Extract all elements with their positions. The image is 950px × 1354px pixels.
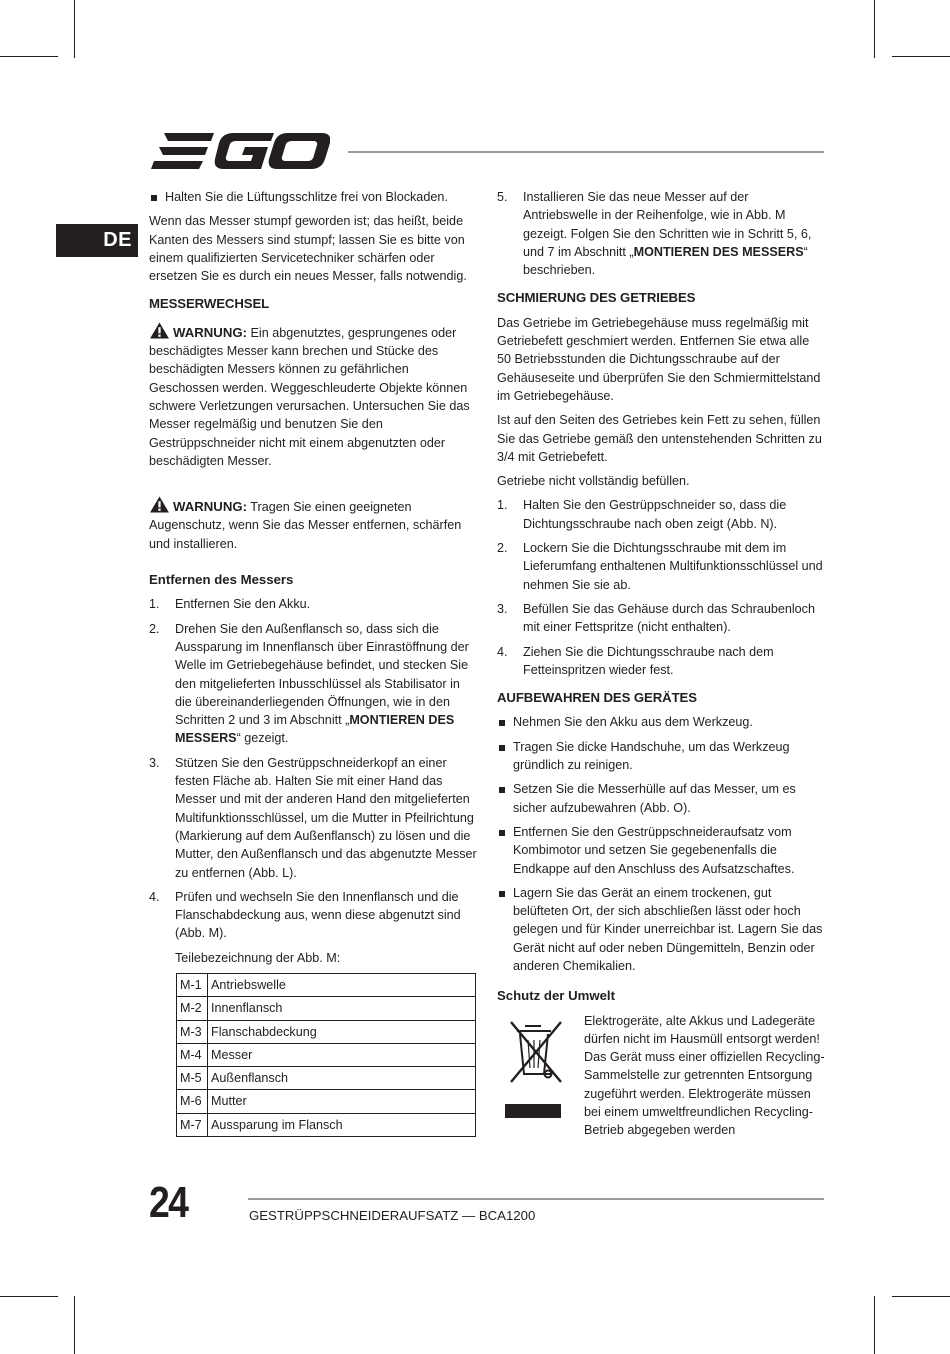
step-text: Befüllen Sie das Gehäuse durch das Schraubenloch mit einer Fettspritze (nicht enthalten). [523,601,815,635]
list-item [149,754,477,882]
list-item: Setzen Sie die Messerhülle auf das Messer, um es sicher aufzubewahren (Abb. O). [497,780,825,817]
step-text: Installieren Sie das neue Messer auf der Antriebswelle in der Reihenfolge, wie in Abb. M gezeigt. Folgen Sie den Schritten wie in Schritt 5, 6, und 7 im Abschnitt „ [523,190,812,259]
parts-table [176,973,476,1137]
heading-storage: AUFBEWAHREN DES GERÄTES [497,690,697,706]
table-row [177,1067,476,1090]
table-row [177,1043,476,1066]
table-row [177,1020,476,1043]
paragraph: Ist auf den Seiten des Getriebes kein Fett zu sehen, füllen Sie das Getriebe gemäß den untenstehenden Schritten zu 3/4 mit Getriebefett. [497,413,822,464]
step-text: Ziehen Sie die Dichtungsschraube nach dem Fetteinspritzen wieder fest. [523,644,774,677]
header-rule [348,151,824,153]
step-number: 3. [149,755,160,770]
table-row [177,997,476,1020]
list-item [497,643,825,680]
part-code: M-4 [177,1043,208,1066]
language-tab: DE [56,224,138,257]
warning-text: Ein abgenutztes, gesprungenes oder beschädigtes Messer kann brechen und Stücke des beschädigten Messers können zu gefährlichen Geschossen werden. Weggeschleuderte Objekte können schwere Verletzungen verursachen. Untersuchen Sie das Messer regelmäßig und benutzen Sie den Gestrüppschneider nicht mit einem abgenutzten oder beschädigten Messer. [149,325,470,468]
crop-mark [874,1296,875,1354]
list-item: Nehmen Sie den Akku aus dem Werkzeug. [497,713,825,731]
paragraph-dull-blade: Wenn das Messer stumpf geworden ist; das heißt, beide Kanten des Messers sind stumpf; lassen Sie es bitte von einem qualifizierten Servicetechniker schärfen oder ersetzen Sie es durch ein neues Messer, falls notwendig. [149,214,467,284]
step-number: 2. [149,621,160,636]
paragraph: Getriebe nicht vollständig befüllen. [497,474,690,489]
step-text: Halten Sie den Gestrüppschneider so, dass die Dichtungsschraube nach oben zeigt (Abb. N). [523,498,787,531]
table-row [177,1113,476,1136]
list-item [497,600,825,637]
part-code: M-7 [177,1113,208,1136]
warning-text: Tragen Sie einen geeigneten Augenschutz, wenn Sie das Messer entfernen, schärfen und installieren. [149,500,462,551]
warning-icon [149,496,170,513]
table-row [177,973,476,996]
part-name: Mutter [208,1090,476,1113]
step-text-end: “ gezeigt. [236,731,289,746]
warning-block [149,496,477,553]
part-name: Messer [208,1043,476,1066]
step-number: 3. [497,601,508,616]
page-number: 24 [149,1178,188,1227]
environment-block [497,1012,825,1140]
warning-block [149,322,477,470]
crop-mark [0,56,58,57]
footer-title: GESTRÜPPSCHNEIDERAUFSATZ — BCA1200 [249,1208,536,1223]
part-code: M-1 [177,973,208,996]
step-number: 5. [497,190,508,204]
list-item: Lagern Sie das Gerät an einem trockenen, gut belüfteten Ort, der sich abschließen lässt oder hoch gelegen und für Kinder unerreichbar ist. Lagern Sie das Gerät nicht auf oder neben Düngemitteln, Benzin oder anderen Chemikalien. [497,884,825,975]
step-text: Drehen Sie den Außenflansch so, dass sich die Aussparung im Innenflansch über Einrastöffnung der Welle im Getriebegehäuse befindet, und stecken Sie den mitgelieferten Inbusschlüssel als Stabilisator in die übereinanderliegenden Öffnungen, wie in den Schritten 2 und 3 im Abschnitt „ [175,621,469,728]
part-name: Innenflansch [208,997,476,1020]
table-row [177,1090,476,1113]
crop-mark [892,56,950,57]
part-name: Außenflansch [208,1067,476,1090]
step-number: 2. [497,541,508,556]
step-number: 4. [149,889,160,904]
step-text-end: “ beschrieben. [523,244,808,278]
part-code: M-2 [177,997,208,1020]
crop-mark [74,1296,75,1354]
subheading-environment: Schutz der Umwelt [497,988,615,1004]
list-item [149,595,477,613]
crop-mark [874,0,875,58]
subheading-remove-blade: Entfernen des Messers [149,572,294,588]
parts-caption: Teilebezeichnung der Abb. M: [175,950,341,965]
step-bold-reference: MONTIEREN DES MESSERS [175,713,455,746]
step-text: Stützen Sie den Gestrüppschneiderkopf an einer festen Fläche ab. Halten Sie mit einer Hand das Messer und mit der anderen Hand den mitgelieferten Multifunktionsschlüssel, um die Mutter in Pfeilrichtung (Markierung auf dem Außenflansch) zu lösen und die Mutter, den Außenflansch und das abgenutzte Messer zu entfernen (Abb. L). [175,755,477,880]
list-item [497,539,825,594]
part-name: Antriebswelle [208,973,476,996]
warning-label: WARNUNG: [173,499,247,515]
heading-blade-replacement: MESSERWECHSEL [149,296,270,312]
list-item: Tragen Sie dicke Handschuhe, um das Werkzeug gründlich zu reinigen. [497,738,825,775]
step-text: Lockern Sie die Dichtungsschraube mit dem im Lieferumfang enthaltenen Multifunktionsschlüssel und nehmen Sie sie ab. [523,541,823,592]
environment-text: Elektrogeräte, alte Akkus und Ladegeräte dürfen nicht im Hausmüll entsorgt werden! Das Gerät muss einer offiziellen Recycling-Sammelstelle zur getrennten Entsorgung zugeführt werden. Elektrogeräte müssen bei einem umweltfreundlichen Recycling-Betrieb abgegeben werden [584,1013,825,1138]
crop-mark [0,1296,58,1297]
list-item: Halten Sie die Lüftungsschlitze frei von Blockaden. [149,188,477,206]
part-name: Flanschabdeckung [208,1020,476,1043]
crop-mark [74,0,75,58]
part-code: M-3 [177,1020,208,1043]
weee-crossed-bin-icon [505,1016,567,1120]
step-text: Prüfen und wechseln Sie den Innenflansch und die Flanschabdeckung aus, wenn diese abgenutzt sind (Abb. M). [175,889,461,941]
right-column [497,188,825,1140]
list-item [149,888,477,943]
footer-rule [248,1198,824,1200]
warning-icon [149,322,170,339]
part-code: M-5 [177,1067,208,1090]
ego-logo [150,130,330,172]
heading-gear-lubrication: SCHMIERUNG DES GETRIEBES [497,290,696,306]
step-number: 1. [497,498,508,513]
list-item [497,496,825,533]
step-number: 4. [497,644,508,659]
crop-mark [892,1296,950,1297]
list-item [149,620,477,748]
step-text: Entfernen Sie den Akku. [175,597,311,612]
step-number: 1. [149,597,160,612]
warning-label: WARNUNG: [173,324,247,340]
left-column [149,188,477,1137]
paragraph: Das Getriebe im Getriebegehäuse muss regelmäßig mit Getriebefett geschmiert werden. Entfernen Sie etwa alle 50 Betriebsstunden die Dichtungsschraube auf der Gehäuseseite und überprüfen Sie den Schmiermittelstand im Getriebegehäuse. [497,315,821,403]
step-bold-reference: MONTIEREN DES MESSERS [633,244,804,259]
list-item [497,188,825,279]
list-item: Entfernen Sie den Gestrüppschneideraufsatz vom Kombimotor und setzen Sie gegebenenfalls die Endkappe auf den Anschluss des Aufsatzschaftes. [497,823,825,878]
part-name: Aussparung im Flansch [208,1113,476,1136]
part-code: M-6 [177,1090,208,1113]
